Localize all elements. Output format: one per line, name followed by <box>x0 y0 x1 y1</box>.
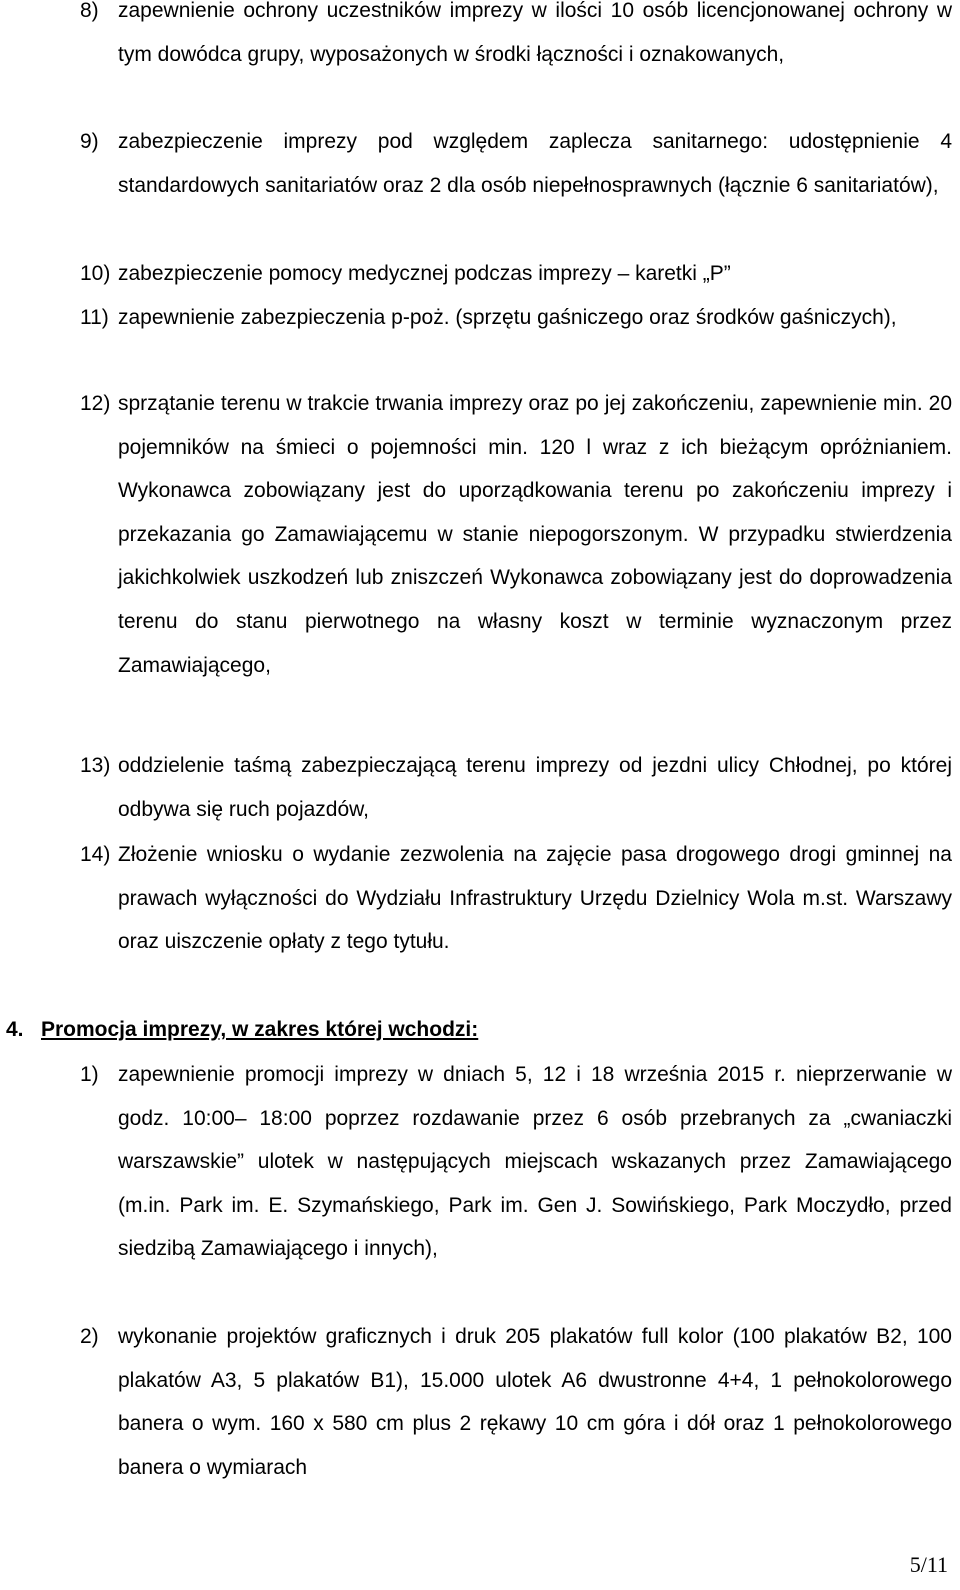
list-item-number: 10) <box>80 262 111 285</box>
list-item-number: 1) <box>80 1063 99 1086</box>
list-item-number: 8) <box>80 0 99 22</box>
list-item <box>80 382 952 687</box>
list-item <box>80 120 952 207</box>
list-item-text: zabezpieczenie imprezy pod względem zaplecza sanitarnego: udostępnienie 4 standardowych sanitariatów oraz 2 dla osób niepełnosprawnych (łącznie 6 sanitariatów), <box>118 130 952 197</box>
list-item-text: oddzielenie taśmą zabezpieczającą terenu imprezy od jezdni ulicy Chłodnej, po której odbywa się ruch pojazdów, <box>118 754 952 821</box>
list-item <box>80 744 952 831</box>
list-item <box>80 252 952 296</box>
list-item-number: 14) <box>80 843 111 866</box>
section-number: 4. <box>6 1018 24 1041</box>
list-item-number: 13) <box>80 754 111 777</box>
list-item <box>80 0 952 76</box>
list-item-number: 2) <box>80 1325 99 1348</box>
section-title: Promocja imprezy, w zakres której wchodzi: <box>41 1018 479 1041</box>
page-number: 5/11 <box>909 1552 948 1577</box>
list-item-text: zapewnienie ochrony uczestników imprezy w ilości 10 osób licencjonowanej ochrony w tym dowódca grupy, wyposażonych w środki łączności i oznakowanych, <box>118 0 952 66</box>
list-item <box>80 1053 952 1271</box>
list-item-text: zapewnienie zabezpieczenia p-poż. (sprzętu gaśniczego oraz środków gaśniczych), <box>118 306 897 329</box>
list-item <box>80 1315 952 1489</box>
list-item-text: wykonanie projektów graficznych i druk 205 plakatów full kolor (100 plakatów B2, 100 plakatów A3, 5 plakatów B1), 15.000 ulotek A6 dwustronne 4+4, 1 pełnokolorowego banera o wym. 160 x 580 cm plus 2 rękawy 10 cm góra i dół oraz 1 pełnokolorowego banera o wymiarach <box>118 1325 952 1479</box>
list-item-number: 11) <box>80 306 109 329</box>
list-item <box>80 296 952 340</box>
list-item-number: 9) <box>80 130 99 153</box>
list-item-text: zapewnienie promocji imprezy w dniach 5, 12 i 18 września 2015 r. nieprzerwanie w godz. 10:00– 18:00 poprzez rozdawanie przez 6 osób przebranych za „cwaniaczki warszawskie” ulotek w następujących miejscach wskazanych przez Zamawiającego (m.in. Park im. E. Szymańskiego, Park im. Gen J. Sowińskiego, Park Moczydło, przed siedzibą Zamawiającego i innych), <box>118 1063 952 1261</box>
list-item <box>80 833 952 964</box>
list-item-text: sprzątanie terenu w trakcie trwania imprezy oraz po jej zakończeniu, zapewnienie min. 20 pojemników na śmieci o pojemności min. 120 l wraz z ich bieżącym opróżnianiem. Wykonawca zobowiązany jest do uporządkowania terenu po zakończeniu imprezy i przekazania go Zamawiającemu w stanie niepogorszonym. W przypadku stwierdzenia jakichkolwiek uszkodzeń lub zniszczeń Wykonawca zobowiązany jest do doprowadzenia terenu do stanu pierwotnego na własny koszt w terminie wyznaczonym przez Zamawiającego, <box>118 392 952 677</box>
list-item-text: Złożenie wniosku o wydanie zezwolenia na zajęcie pasa drogowego drogi gminnej na prawach wyłączności do Wydziału Infrastruktury Urzędu Dzielnicy Wola m.st. Warszawy oraz uiszczenie opłaty z tego tytułu. <box>118 843 952 954</box>
list-item-number: 12) <box>80 392 111 415</box>
list-item-text: zabezpieczenie pomocy medycznej podczas imprezy – karetki „P” <box>118 262 731 285</box>
section-heading <box>6 1015 478 1045</box>
